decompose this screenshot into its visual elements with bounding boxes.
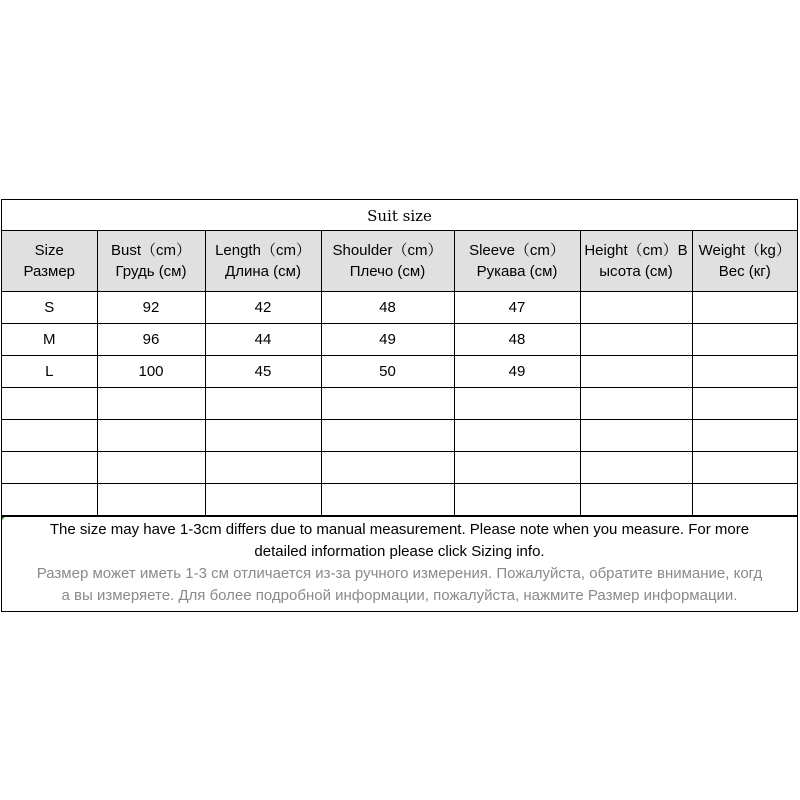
table-row xyxy=(2,420,797,452)
table-row xyxy=(2,356,797,388)
table-cell: 48 xyxy=(454,324,580,356)
table-cell xyxy=(580,484,692,516)
column-header-label: Размер xyxy=(23,263,76,280)
table-cell xyxy=(97,484,205,516)
table-cell xyxy=(97,420,205,452)
column-header-label: Длина (см) xyxy=(225,263,301,280)
column-header-label: Shoulder（cm） xyxy=(332,242,443,259)
column-header-height xyxy=(580,231,692,292)
column-header-label: Height（cm）В xyxy=(584,242,688,259)
table-cell xyxy=(580,388,692,420)
table-cell: S xyxy=(2,292,97,324)
table-cell xyxy=(692,484,797,516)
table-cell xyxy=(205,452,321,484)
table-row xyxy=(2,292,797,324)
table-cell: 44 xyxy=(205,324,321,356)
table-cell xyxy=(454,452,580,484)
table-cell: 49 xyxy=(454,356,580,388)
table-cell xyxy=(205,388,321,420)
table-cell xyxy=(2,420,97,452)
table-cell xyxy=(97,388,205,420)
table-cell xyxy=(454,420,580,452)
column-header-label: Size xyxy=(34,242,64,259)
table-cell xyxy=(2,484,97,516)
table-cell: 42 xyxy=(205,292,321,324)
table-cell: 50 xyxy=(321,356,454,388)
table-cell xyxy=(454,388,580,420)
column-header-label: Рукава (см) xyxy=(476,263,558,280)
size-chart xyxy=(1,199,798,612)
table-cell xyxy=(97,452,205,484)
column-header-label: Length（cm） xyxy=(215,242,311,259)
note-russian xyxy=(2,563,797,607)
table-cell: 47 xyxy=(454,292,580,324)
table-cell: 92 xyxy=(97,292,205,324)
table-row xyxy=(2,484,797,516)
table-cell: 49 xyxy=(321,324,454,356)
measurement-note xyxy=(2,516,797,611)
table-cell: 45 xyxy=(205,356,321,388)
column-header-bust xyxy=(97,231,205,292)
table-cell: 48 xyxy=(321,292,454,324)
note-english xyxy=(2,517,797,563)
table-cell xyxy=(692,420,797,452)
column-header-shoulder xyxy=(321,231,454,292)
table-cell xyxy=(692,452,797,484)
table-cell xyxy=(321,452,454,484)
column-header-label: Sleeve（cm） xyxy=(469,242,565,259)
table-cell xyxy=(580,356,692,388)
table-cell xyxy=(321,388,454,420)
table-cell xyxy=(321,420,454,452)
table-cell xyxy=(205,484,321,516)
size-table xyxy=(2,231,797,516)
column-header-length xyxy=(205,231,321,292)
column-header-weight xyxy=(692,231,797,292)
note-english-line: detailed information please click Sizing info. xyxy=(254,543,545,560)
table-cell: M xyxy=(2,324,97,356)
table-cell xyxy=(580,420,692,452)
table-cell xyxy=(580,324,692,356)
table-cell: L xyxy=(2,356,97,388)
table-cell xyxy=(580,452,692,484)
note-russian-line: Размер может иметь 1-3 см отличается из-за ручного измерения. Пожалуйста, обратите внимание, когд xyxy=(36,565,763,582)
note-russian-line: а вы измеряете. Для более подробной информации, пожалуйста, нажмите Размер информации. xyxy=(61,587,738,604)
table-cell: 96 xyxy=(97,324,205,356)
table-cell: 100 xyxy=(97,356,205,388)
table-row xyxy=(2,452,797,484)
column-header-label: ысота (см) xyxy=(599,263,673,280)
table-cell xyxy=(321,484,454,516)
column-header-size xyxy=(2,231,97,292)
table-cell xyxy=(692,356,797,388)
column-header-sleeve xyxy=(454,231,580,292)
column-header-label: Weight（kg） xyxy=(698,242,791,259)
note-english-line: The size may have 1-3cm differs due to manual measurement. Please note when you measure. For more xyxy=(49,521,750,538)
column-header-label: Вес (кг) xyxy=(718,263,771,280)
table-row xyxy=(2,388,797,420)
table-cell xyxy=(692,324,797,356)
table-cell xyxy=(2,388,97,420)
column-header-label: Bust（cm） xyxy=(110,242,191,259)
column-header-label: Плечо (см) xyxy=(349,263,426,280)
table-cell xyxy=(692,388,797,420)
chart-title: Suit size xyxy=(2,200,797,231)
table-cell xyxy=(692,292,797,324)
table-row xyxy=(2,324,797,356)
table-cell xyxy=(2,452,97,484)
column-header-label: Грудь (см) xyxy=(115,263,187,280)
header-row xyxy=(2,231,797,292)
table-cell xyxy=(205,420,321,452)
table-cell xyxy=(454,484,580,516)
table-cell xyxy=(580,292,692,324)
